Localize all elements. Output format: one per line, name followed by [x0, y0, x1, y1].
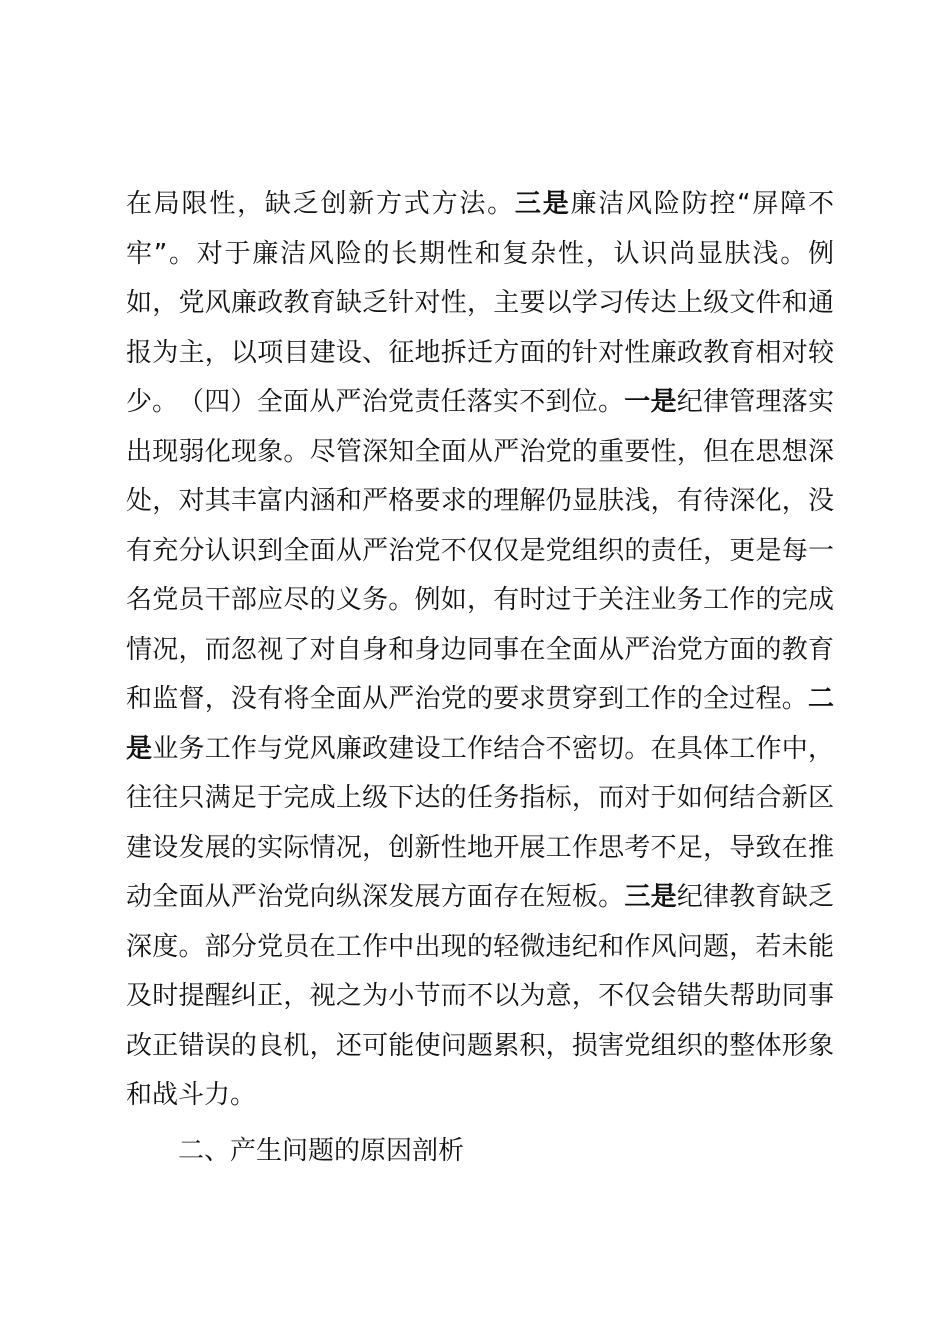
emphasis-text: 三是	[624, 882, 677, 912]
paragraph-section-four	[126, 378, 834, 1121]
paragraph-text: 廉洁风险防控“屏障不牢”。对于廉洁风险的长期性和复杂性，认识尚显肤浅。例如，党风廉政教育缺乏针对性，主要以学习传达上级文件和通报为主，以项目建设、征地拆迁方面的针对性廉政教育相对较少。	[126, 189, 834, 417]
paragraph-text: 纪律教育缺乏深度。部分党员在工作中出现的轻微违纪和作风问题，若未能及时提醒纠正，视之为小节而不以为意，不仅会错失帮助同事改正错误的良机，还可能使问题累积，损害党组织的整体形象和战斗力。	[126, 882, 834, 1110]
paragraph-text: 纪律管理落实出现弱化现象。尽管深知全面从严治党的重要性，但在思想深处，对其丰富内涵和严格要求的理解仍显肤浅，有待深化，没有充分认识到全面从严治党不仅仅是党组织的责任，更是每一名党员干部应尽的义务。例如，有时过于关注业务工作的完成情况，而忽视了对自身和身边同事在全面从严治党方面的教育和监督，没有将全面从严治党的要求贯穿到工作的全过程。	[126, 387, 834, 714]
emphasis-text: 二是	[126, 684, 834, 764]
paragraph-text: 业务工作与党风廉政建设工作结合不密切。在具体工作中，往往只满足于完成上级下达的任务指标，而对于如何结合新区建设发展的实际情况，创新性地开展工作思考不足，导致在推动全面从严治党向纵深发展方面存在短板。	[126, 733, 834, 912]
emphasis-text: 三是	[514, 189, 571, 219]
heading-text: 二、产生问题的原因剖析	[178, 1136, 465, 1166]
paragraph-text: 在局限性，缺乏创新方式方法。	[126, 189, 515, 219]
section-heading	[126, 1127, 834, 1177]
paragraph-text: （四）全面从严治党责任落实不到位。	[178, 387, 625, 417]
emphasis-text: 一是	[624, 387, 677, 417]
